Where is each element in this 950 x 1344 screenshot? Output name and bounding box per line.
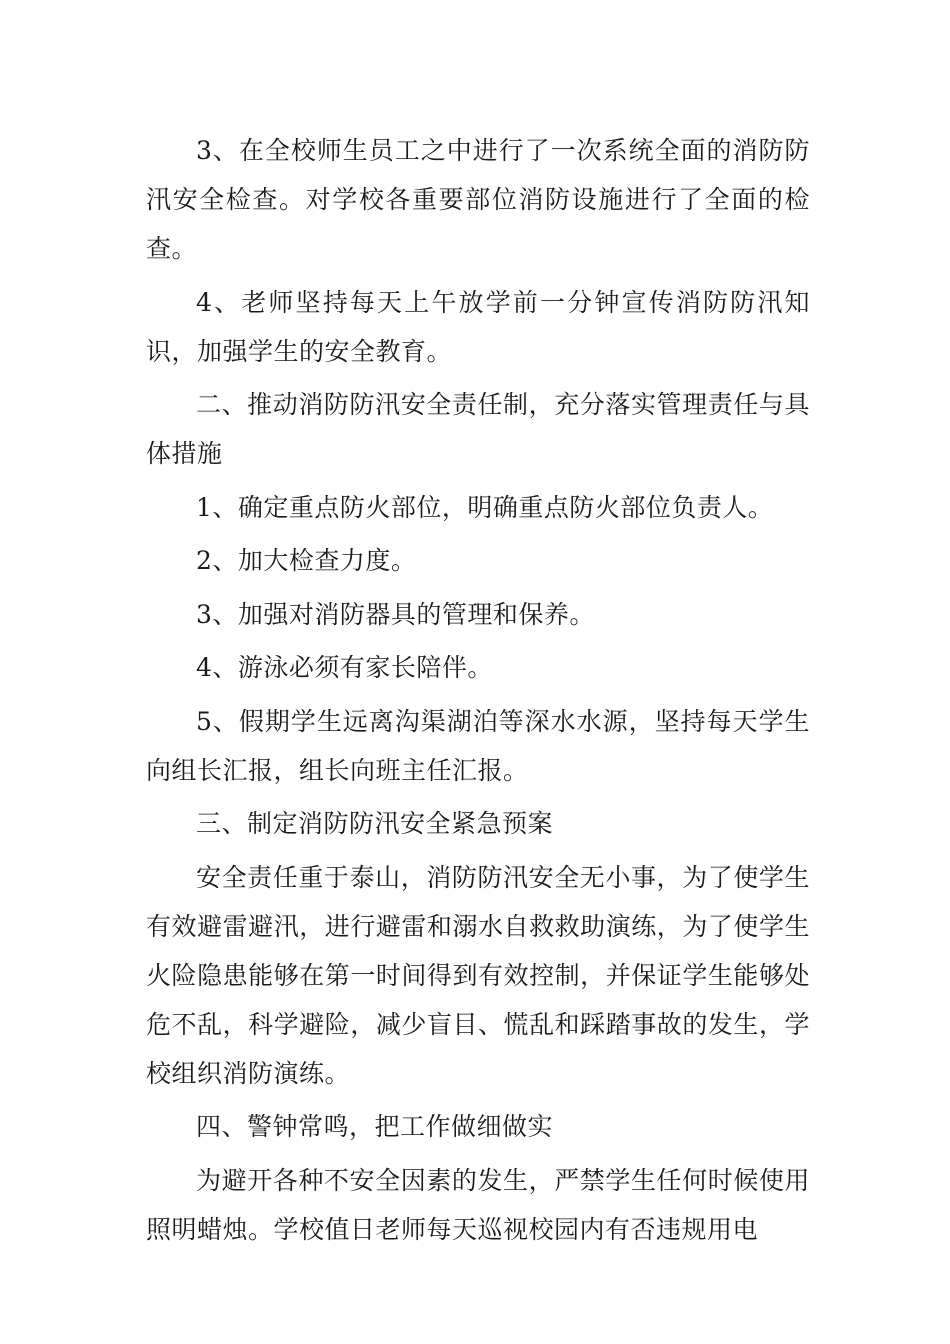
section-heading-alarm: 四、警钟常鸣，把工作做细做实 [196,1112,554,1141]
list-item-water-sources: 5、假期学生远离沟渠湖泊等深水水源，坚持每天学生向组长汇报，组长向班主任汇报。 [146,706,810,785]
document-body [146,126,810,1258]
section-heading-emergency-plan: 三、制定消防防汛安全紧急预案 [196,809,554,838]
list-item-equipment: 3、加强对消防器具的管理和保养。 [196,599,595,629]
list-item-swimming: 4、游泳必须有家长陪伴。 [196,653,493,682]
section-heading-responsibility: 二、推动消防防汛安全责任制，充分落实管理责任与具体措施 [146,390,810,468]
paragraph-candle-ban: 为避开各种不安全因素的发生，严禁学生任何时候使用照明蜡烛。学校值日老师每天巡视校园内有否违规用电 [146,1165,810,1244]
list-item-inspection: 2、加大检查力度。 [196,546,417,575]
paragraph-daily-publicity: 4、老师坚持每天上午放学前一分钟宣传消防防汛知识，加强学生的安全教育。 [146,287,810,366]
paragraph-emergency-drill: 安全责任重于泰山，消防防汛安全无小事，为了使学生有效避雷避汛，进行避雷和溺水自救救助演练，为了使学生火险隐患能够在第一时间得到有效控制，并保证学生能够处危不乱，科学避险，减少盲目、慌乱和踩踏事故的发生，学校组织消防演练。 [146,862,810,1088]
paragraph-check-facilities: 3、在全校师生员工之中进行了一次系统全面的消防防汛安全检查。对学校各重要部位消防设施进行了全面的检查。 [146,136,810,263]
list-item-fire-areas: 1、确定重点防火部位，明确重点防火部位负责人。 [196,492,774,522]
